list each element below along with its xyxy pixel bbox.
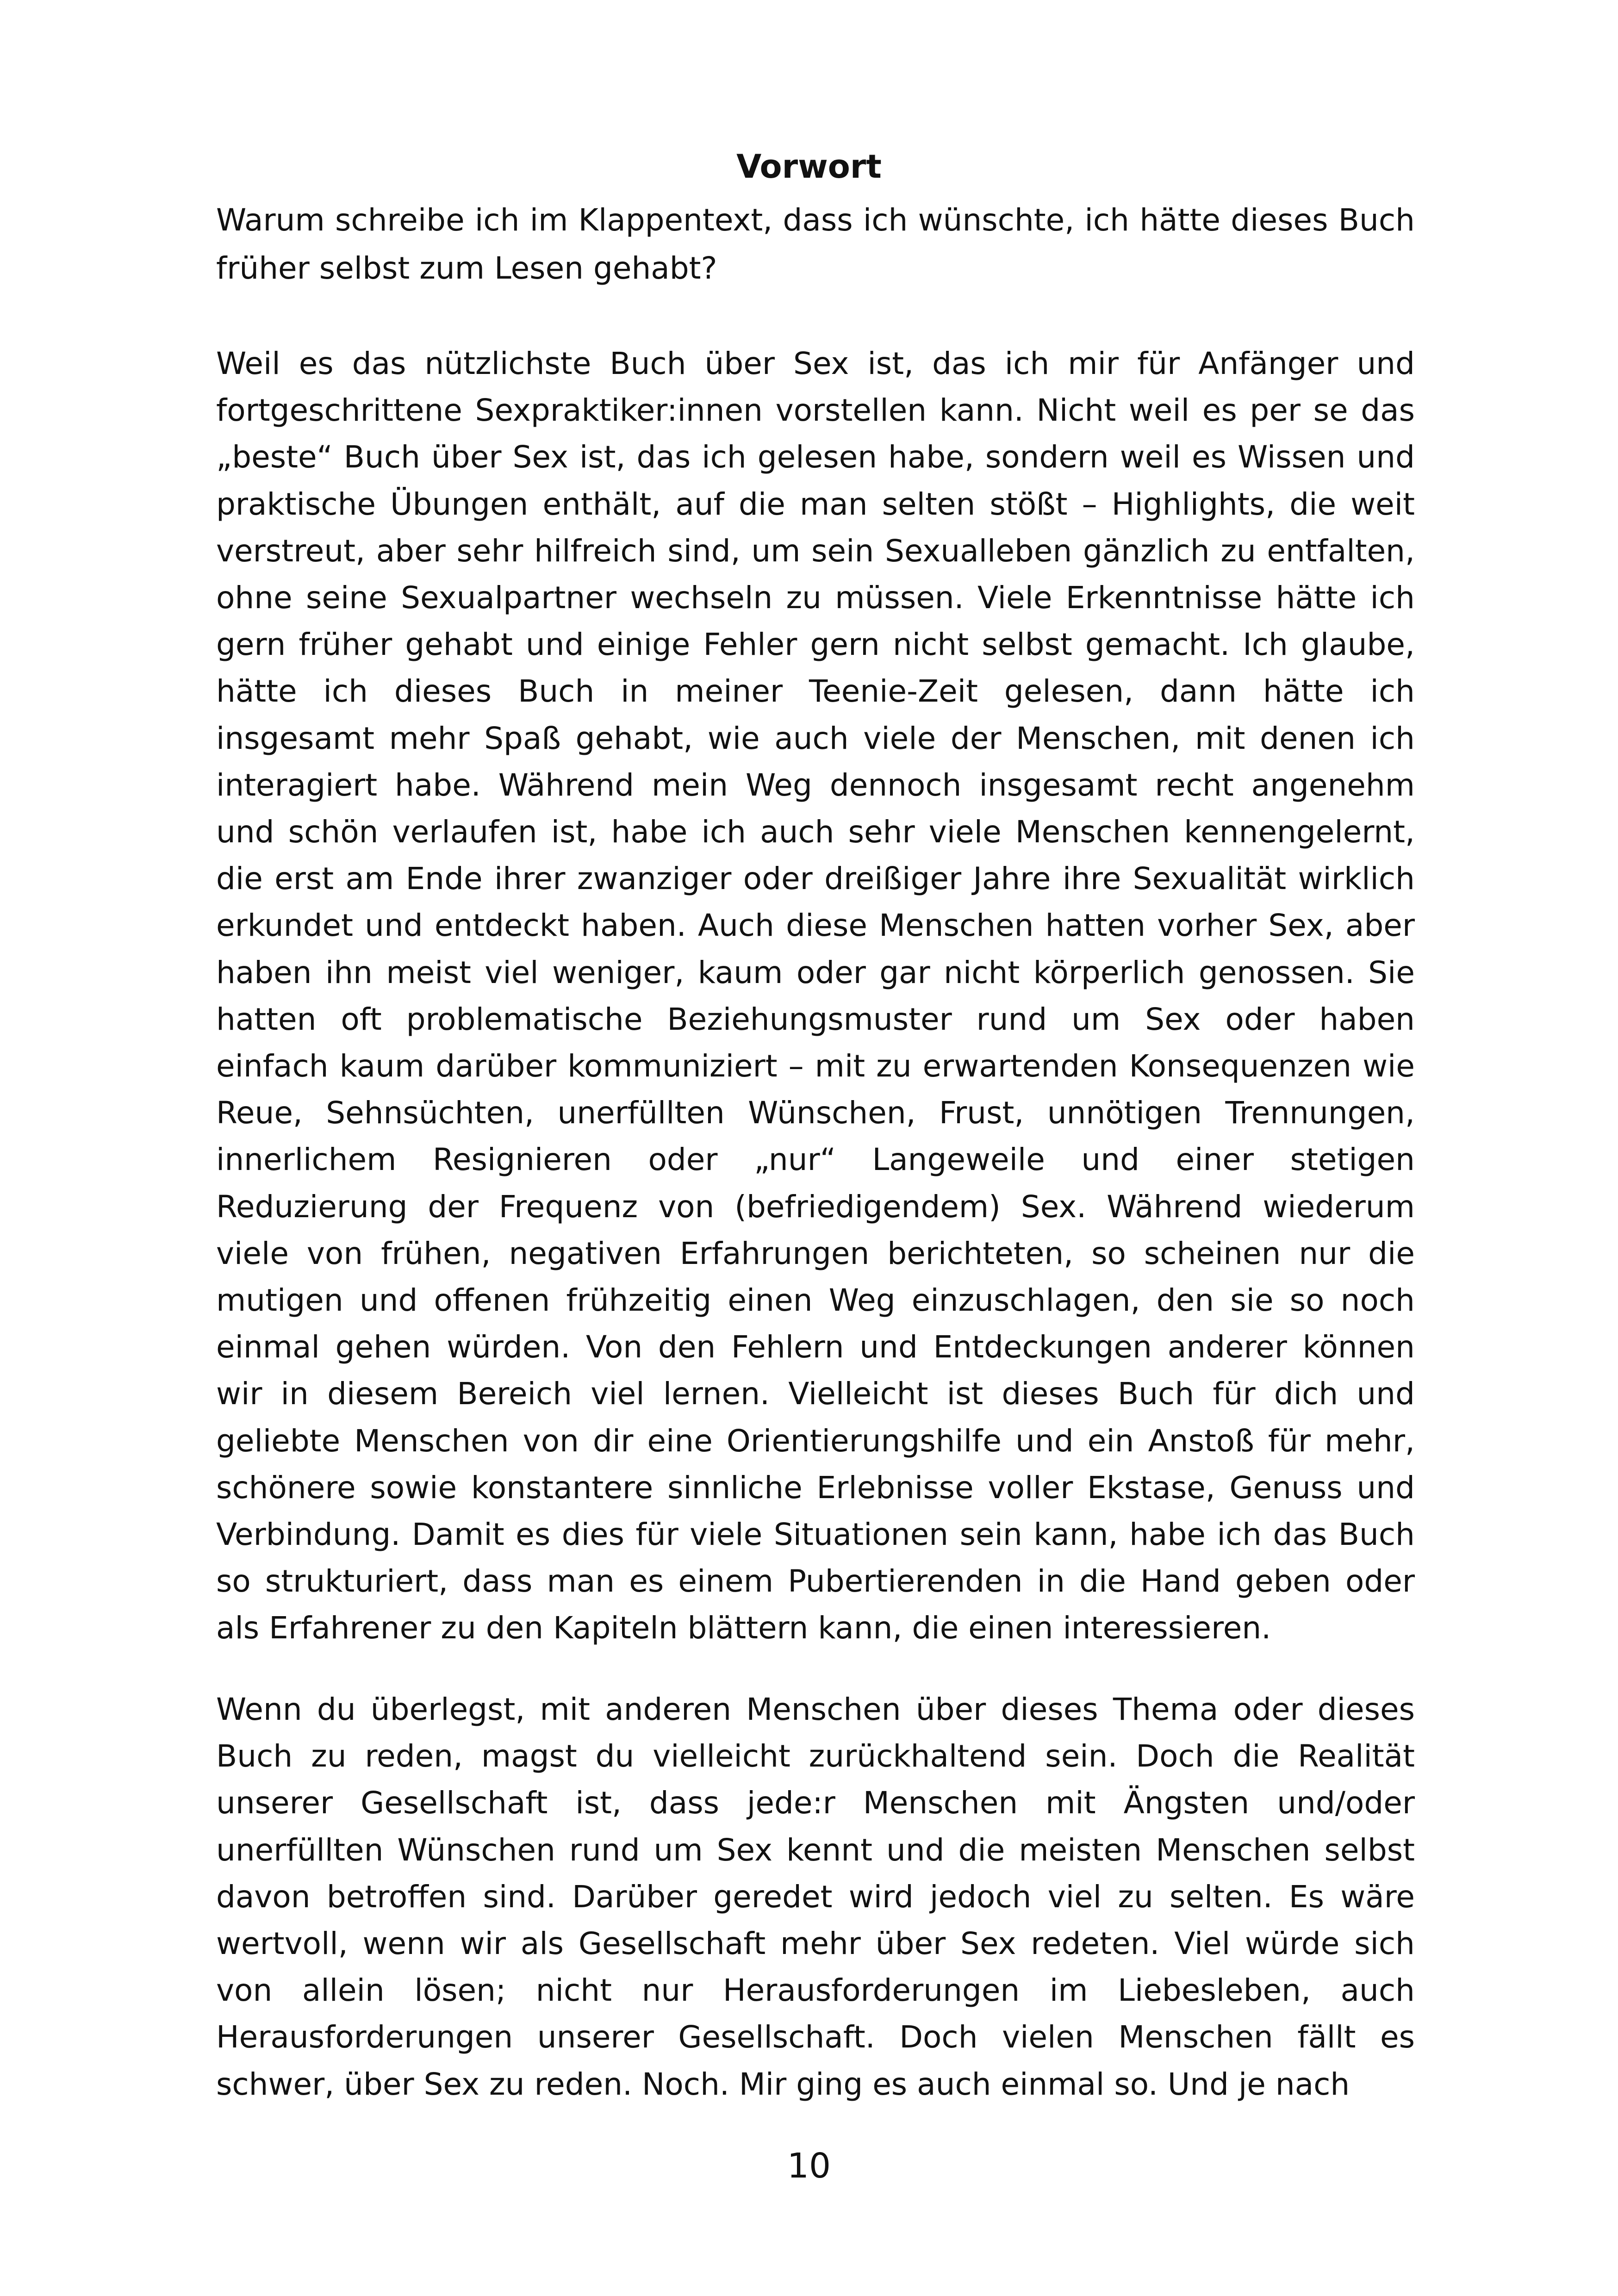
page-title: Vorwort xyxy=(736,148,882,186)
paragraph-main: Weil es das nützlichste Buch über Sex ist, das ich mir für Anfänger und fortgeschrittene Sexpraktiker:innen vorstellen kann. Nicht weil es per se das „beste“ Buch über Sex ist, das ich gelesen habe, sondern weil es Wissen und praktische Übungen enthält, auf die man selten stößt – Highlights, die weit verstreut, aber sehr hilfreich sind, um sein Sexualleben gänzlich zu entfalten, ohne seine Sexualpartner wechseln zu müssen. Viele Erkenntnisse hätte ich gern früher gehabt und einige Fehler gern nicht selbst gemacht. Ich glaube, hätte ich dieses Buch in meiner Teenie-Zeit gelesen, dann hätte ich insgesamt mehr Spaß gehabt, wie auch viele der Menschen, mit denen ich interagiert habe. Während mein Weg dennoch insgesamt recht angenehm und schön verlaufen ist, habe ich auch sehr viele Menschen kennengelernt, die erst am Ende ihrer zwanziger oder dreißiger Jahre ihre Sexualität wirklich erkundet und entdeckt haben. Auch diese Menschen hatten vorher Sex, aber haben ihn meist viel weniger, kaum oder gar nicht körperlich genossen. Sie hatten oft problematische Beziehungsmuster rund um Sex oder haben einfach kaum darüber kommuniziert – mit zu erwartenden Konsequenzen wie Reue, Sehnsüchten, unerfüllten Wünschen, Frust, unnötigen Trennungen, innerlichem Resignieren oder „nur“ Langeweile und einer stetigen Reduzierung der Frequenz von (befriedigendem) Sex. Während wiederum viele von frühen, negativen Erfahrungen berichteten, so scheinen nur die mutigen und offenen frühzeitig einen Weg einzuschlagen, den sie so noch einmal gehen würden. Von den Fehlern und Entdeckungen anderer können wir in diesem Bereich viel lernen. Vielleicht ist dieses Buch für dich und geliebte Menschen von dir eine Orientierungshilfe und ein Anstoß für mehr, schönere sowie konstantere sinnliche Erlebnisse voller Ekstase, Genuss und Verbindung. Damit es dies für viele Situationen sein kann, habe ich das Buch so strukturiert, dass man es einem Pubertierenden in die Hand geben oder als Erfahrener zu den Kapiteln blättern kann, die einen interessieren. xyxy=(216,346,1415,1646)
paragraph-intro-question: Warum schreibe ich im Klappentext, dass ich wünschte, ich hätte dieses Buch früher selbst zum Lesen gehabt? xyxy=(216,202,1415,286)
paragraph-continuation: Wenn du überlegst, mit anderen Menschen über dieses Thema oder dieses Buch zu reden, magst du vielleicht zurückhaltend sein. Doch die Realität unserer Gesellschaft ist, dass jede:r Menschen mit Ängsten und/oder unerfüllten Wünschen rund um Sex kennt und die meisten Menschen selbst davon betroffen sind. Darüber geredet wird jedoch viel zu selten. Es wäre wertvoll, wenn wir als Gesellschaft mehr über Sex redeten. Viel würde sich von allein lösen; nicht nur Herausforderungen im Liebesleben, auch Herausforderungen unserer Gesellschaft. Doch vielen Menschen fällt es schwer, über Sex zu reden. Noch. Mir ging es auch einmal so. Und je nach xyxy=(216,1692,1415,2102)
page-number: 10 xyxy=(787,2146,831,2186)
